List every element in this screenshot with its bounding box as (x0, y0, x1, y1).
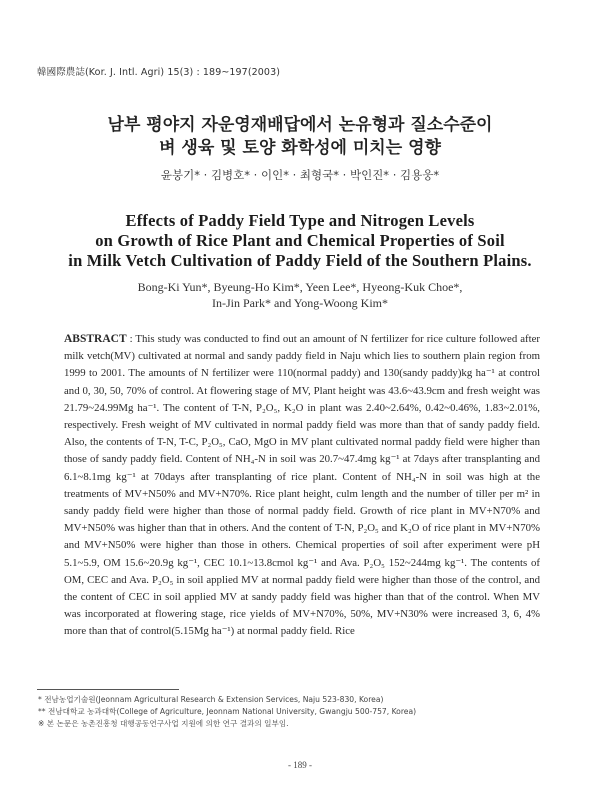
korean-authors: 윤붕기* · 김병호* · 이인* · 최형국* · 박인진* · 김용웅* (160, 168, 440, 182)
footnote-funding: ※ 본 논문은 농촌진흥청 대행공동연구사업 지원에 의한 연구 결과의 일부임. (38, 719, 289, 728)
footnote-affiliation-1: * 전남농업기술원(Jeonnam Agricultural Research & Extension Services, Naju 523-830, Korea) (38, 695, 384, 704)
korean-title-line-2: 벼 생육 및 토양 화학성에 미치는 영향 (159, 138, 441, 158)
footnotes (38, 694, 568, 730)
abstract-text: : This study was conducted to find out an amount of N fertilizer for rice culture followed after milk vetch(MV) cultivated at normal and sandy paddy field in Naju which lies to southern plain region from 1999 to 2001. The amounts of N fertilizer were 110(normal paddy) and 130(sandy paddy)kg ha⁻¹ at control and 0, 30, 50, 70% of control. At flowering stage of MV, Plant height was 43.6~43.9cm and fresh weight was 21.79~24.99Mg ha⁻¹. The content of T-N, P₂O₅, K₂O in plant was 2.40~2.64%, 0.42~0.46%, 1.83~2.01%, respectively. Fresh weight of MV cultivated in normal paddy field was more than that of sandy paddy field. Also, the contents of T-N, T-C, P₂O₅, CaO, MgO in MV plant cultivated normal paddy field were higher than those of sandy paddy field. Content of NH₄-N in soil was 20.7~47.4mg kg⁻¹ at 7days after transplanting and 6.1~8.1mg kg⁻¹ at 70days after transplanting of rice plant. Content of NH₄-N in soil was high at the treatments of MV+N50% and MV+N70%. Rice plant height, culm length and the number of tiller per m² in sandy paddy field were higher than those of normal paddy field. Growth of rice plant in MV+N70% and MV+N50% was higher than that in others. And the content of T-N, P₂O₅ and K₂O of rice plant in MV+N70% and MV+N50% were higher than those in others. Chemical properties of soil after experiment were pH 5.1~5.9, OM 15.6~20.9g kg⁻¹, CEC 10.1~13.8cmol kg⁻¹ and Ava. P₂O₅ 152~244mg kg⁻¹. The contents of OM, CEC and Ava. P₂O₅ in soil applied MV at normal paddy field were higher than those of the control, and the content of CEC in soil applied MV at sandy paddy field was higher than that of the control. When MV was incorporated at flowering stage, rice yields of MV+N70%, 50%, MV+N30% were increased 3, 6, 4% more than that of control(5.15Mg ha⁻¹) at normal paddy field. Rice (64, 333, 540, 638)
english-title-line-2: on Growth of Rice Plant and Chemical Properties of Soil (95, 231, 505, 250)
english-title-line-1: Effects of Paddy Field Type and Nitrogen Levels (125, 211, 475, 230)
footnote-affiliation-2: ** 전남대학교 농과대학(College of Agriculture, Jeonnam National University, Gwangju 500-757, Korea) (38, 707, 417, 716)
english-title-line-3: in Milk Vetch Cultivation of Paddy Field of the Southern Plains. (68, 251, 532, 270)
korean-title-line-1: 남부 평야지 자운영재배답에서 논유형과 질소수준이 (107, 115, 493, 135)
page-number: - 189 - (288, 760, 312, 770)
abstract (64, 331, 540, 641)
abstract-label: ABSTRACT (64, 333, 127, 345)
journal-citation: 韓國際農誌(Kor. J. Intl. Agri) 15(3) : 189~197(2003) (37, 67, 281, 78)
english-authors-line-1: Bong-Ki Yun*, Byeung-Ho Kim*, Yeen Lee*, Hyeong-Kuk Choe*, (137, 280, 463, 294)
english-authors-line-2: In-Jin Park* and Yong-Woong Kim* (211, 296, 389, 310)
footnote-divider (37, 689, 179, 690)
